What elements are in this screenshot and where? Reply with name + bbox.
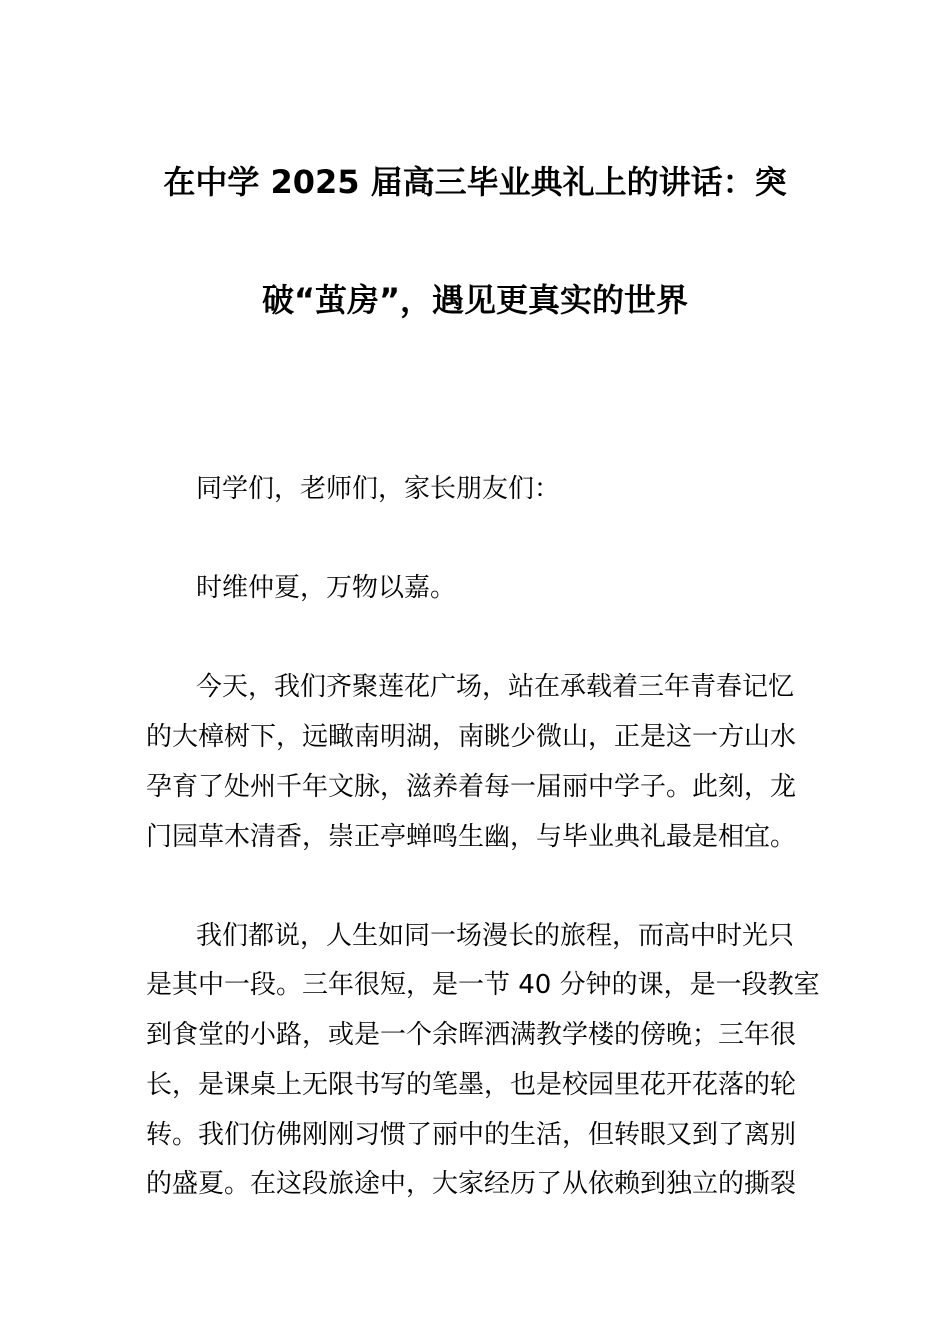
paragraph-2-line-3: 孕育了处州千年文脉，滋养着每一届丽中学子。此刻，龙 bbox=[146, 772, 797, 802]
salutation-line: 同学们，老师们，家长朋友们： bbox=[196, 474, 561, 504]
paragraph-3-line-3: 到食堂的小路，或是一个余晖洒满教学楼的傍晚；三年很 bbox=[146, 1020, 797, 1050]
paragraph-3-line-6: 的盛夏。在这段旅途中，大家经历了从依赖到独立的撕裂 bbox=[146, 1169, 797, 1199]
document-title-line-2: 破“茧房”，遇见更真实的世界 bbox=[261, 281, 689, 319]
paragraph-3-line-2: 是其中一段。三年很短，是一节 40 分钟的课，是一段教室 bbox=[146, 970, 820, 1000]
paragraph-1-line-1: 时维仲夏，万物以嘉。 bbox=[196, 573, 457, 603]
paragraph-3-line-1: 我们都说，人生如同一场漫长的旅程，而高中时光只 bbox=[196, 921, 795, 951]
paragraph-3-line-4: 长，是课桌上无限书写的笔墨，也是校园里花开花落的轮 bbox=[146, 1070, 797, 1100]
document-title-line-1: 在中学 2025 届高三毕业典礼上的讲话：突 bbox=[163, 163, 787, 201]
paragraph-2-line-4: 门园草木清香，崇正亭蝉鸣生幽，与毕业典礼最是相宜。 bbox=[146, 822, 797, 852]
paragraph-3-line-5: 转。我们仿佛刚刚习惯了丽中的生活，但转眼又到了离别 bbox=[146, 1120, 797, 1150]
paragraph-2-line-1: 今天，我们齐聚莲花广场，站在承载着三年青春记忆 bbox=[196, 672, 795, 702]
paragraph-2-line-2: 的大樟树下，远瞰南明湖，南眺少微山，正是这一方山水 bbox=[146, 722, 797, 752]
